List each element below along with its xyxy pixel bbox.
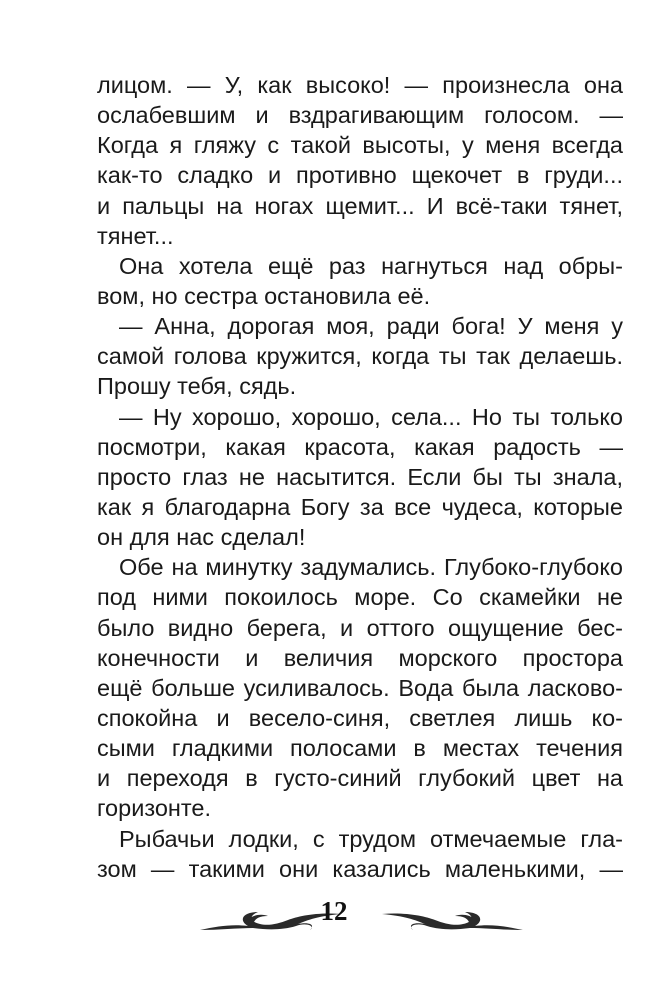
text-line: Рыбачьи лодки, с трудом отмечаемые гла- bbox=[119, 825, 623, 852]
text-line: Когда я гляжу с такой высоты, у меня всегда bbox=[97, 132, 623, 159]
text-line: сыми гладкими полосами в местах течения bbox=[97, 735, 623, 762]
text-line: Обе на минутку задумались. Глубоко-глубоко bbox=[119, 554, 623, 581]
text-line: ещё больше усиливалось. Вода была ласково- bbox=[97, 674, 623, 701]
text-line: ослабевшим и вздрагивающим голосом. — bbox=[97, 102, 623, 129]
text-line: Она хотела ещё раз нагнуться над обры- bbox=[119, 252, 623, 279]
text-line: — Ну хорошо, хорошо, села... Но ты только bbox=[119, 403, 623, 430]
text-line: самой голова кружится, когда ты так делаешь. bbox=[97, 343, 623, 370]
text-line: как-то сладко и противно щекочет в груди... bbox=[97, 162, 623, 189]
text-line: — Анна, дорогая моя, ради бога! У меня у bbox=[119, 313, 623, 340]
text-line: он для нас сделал! bbox=[97, 524, 306, 551]
page-footer bbox=[0, 896, 668, 936]
text-line: было видно берега, и оттого ощущение бес- bbox=[97, 614, 623, 641]
text-line: посмотри, какая красота, какая радость — bbox=[97, 433, 623, 460]
text-line: лицом. — У, как высоко! — произнесла она bbox=[97, 72, 623, 98]
text-line: конечности и величия морского простора bbox=[97, 644, 623, 671]
text-line: под ними покоилось море. Со скамейки не bbox=[97, 584, 623, 611]
text-line: зом — такими они казались маленькими, — bbox=[97, 855, 623, 882]
right-flourish-icon bbox=[380, 906, 525, 934]
text-line: тянет... bbox=[97, 222, 174, 249]
text-line: и переходя в густо-синий глубокий цвет на bbox=[97, 765, 623, 792]
text-line: Прошу тебя, сядь. bbox=[97, 373, 297, 400]
text-line: просто глаз не насытится. Если бы ты знала, bbox=[97, 463, 623, 490]
text-line: и пальцы на ногах щемит... И всё-таки тянет, bbox=[97, 192, 623, 219]
text-line: горизонте. bbox=[97, 795, 211, 822]
text-line: как я благодарна Богу за все чудеса, которые bbox=[97, 493, 623, 520]
text-line: вом, но сестра остановила её. bbox=[97, 282, 431, 309]
page-number: 12 bbox=[320, 896, 348, 926]
page-body-text bbox=[97, 70, 623, 884]
text-line: спокойна и весело-синя, светлея лишь ко- bbox=[97, 704, 623, 731]
